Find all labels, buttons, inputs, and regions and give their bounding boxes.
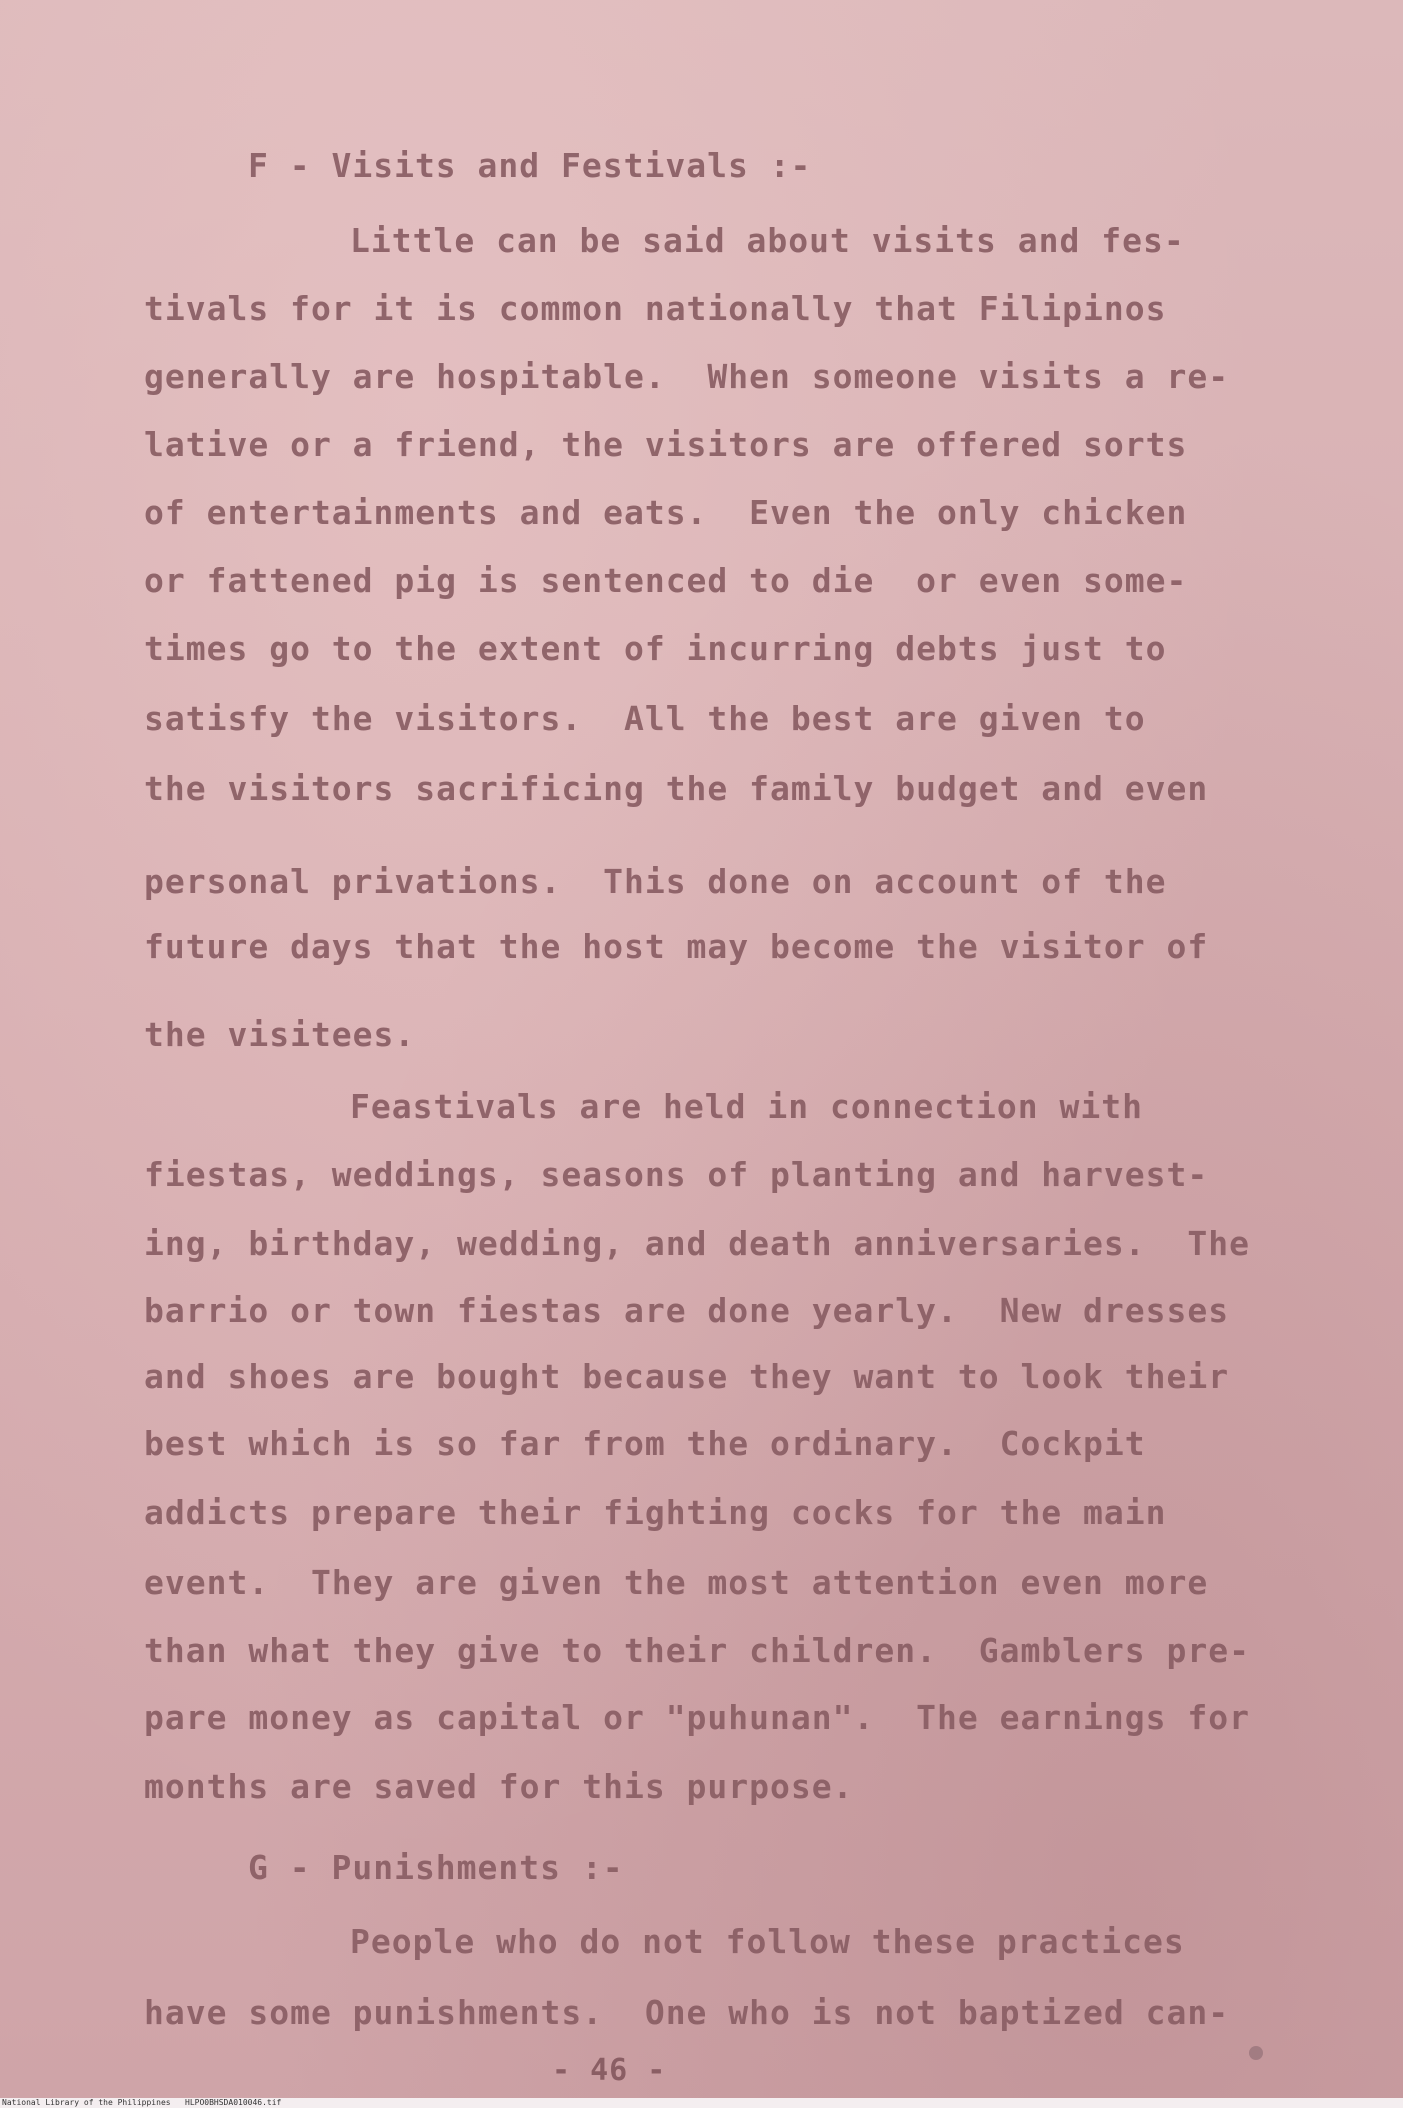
paragraph-line: best which is so far from the ordinary. Cockpit — [144, 1424, 1146, 1463]
paragraph-line: People who do not follow these practices — [350, 1922, 1185, 1961]
paragraph-line: or fattened pig is sentenced to die or even some- — [144, 561, 1188, 600]
paragraph-line: barrio or town fiestas are done yearly. New dresses — [144, 1291, 1230, 1330]
paragraph-line: generally are hospitable. When someone visits a re- — [144, 357, 1230, 396]
ink-spot — [1249, 2046, 1263, 2060]
paragraph-line: tivals for it is common nationally that Filipinos — [144, 289, 1167, 328]
paragraph-line: fiestas, weddings, seasons of planting and harvest- — [144, 1155, 1209, 1194]
paragraph-line: the visitors sacrificing the family budget and even — [144, 769, 1209, 808]
paragraph-line: have some punishments. One who is not baptized can- — [144, 1993, 1230, 2032]
paragraph-line: the visitees. — [144, 1015, 416, 1054]
paragraph-line: months are saved for this purpose. — [144, 1767, 854, 1806]
section-g-heading: G - Punishments :- — [248, 1848, 624, 1887]
paragraph-line: Little can be said about visits and fes- — [350, 221, 1185, 260]
paragraph-line: ing, birthday, wedding, and death anniversaries. The — [144, 1224, 1250, 1263]
footer-text: National Library of the Philippines HLPO0BHSDA010046.tif — [2, 2098, 282, 2107]
paragraph-line: than what they give to their children. Gamblers pre- — [144, 1631, 1250, 1670]
paragraph-line: times go to the extent of incurring debts just to — [144, 629, 1167, 668]
paragraph-line: and shoes are bought because they want to look their — [144, 1357, 1230, 1396]
paragraph-line: future days that the host may become the visitor of — [144, 927, 1209, 966]
paragraph-line: personal privations. This done on account of the — [144, 862, 1167, 901]
paragraph-line: Feastivals are held in connection with — [350, 1087, 1143, 1126]
paragraph-line: satisfy the visitors. All the best are given to — [144, 699, 1146, 738]
paragraph-line: lative or a friend, the visitors are offered sorts — [144, 425, 1188, 464]
paragraph-line: pare money as capital or "puhunan". The earnings for — [144, 1698, 1250, 1737]
page-number: - 46 - — [552, 2053, 667, 2088]
footer-bar — [0, 2098, 1403, 2108]
paragraph-line: event. They are given the most attention even more — [144, 1563, 1209, 1602]
paragraph-line: of entertainments and eats. Even the only chicken — [144, 493, 1188, 532]
section-f-heading: F - Visits and Festivals :- — [248, 146, 812, 185]
paragraph-line: addicts prepare their fighting cocks for the main — [144, 1493, 1167, 1532]
